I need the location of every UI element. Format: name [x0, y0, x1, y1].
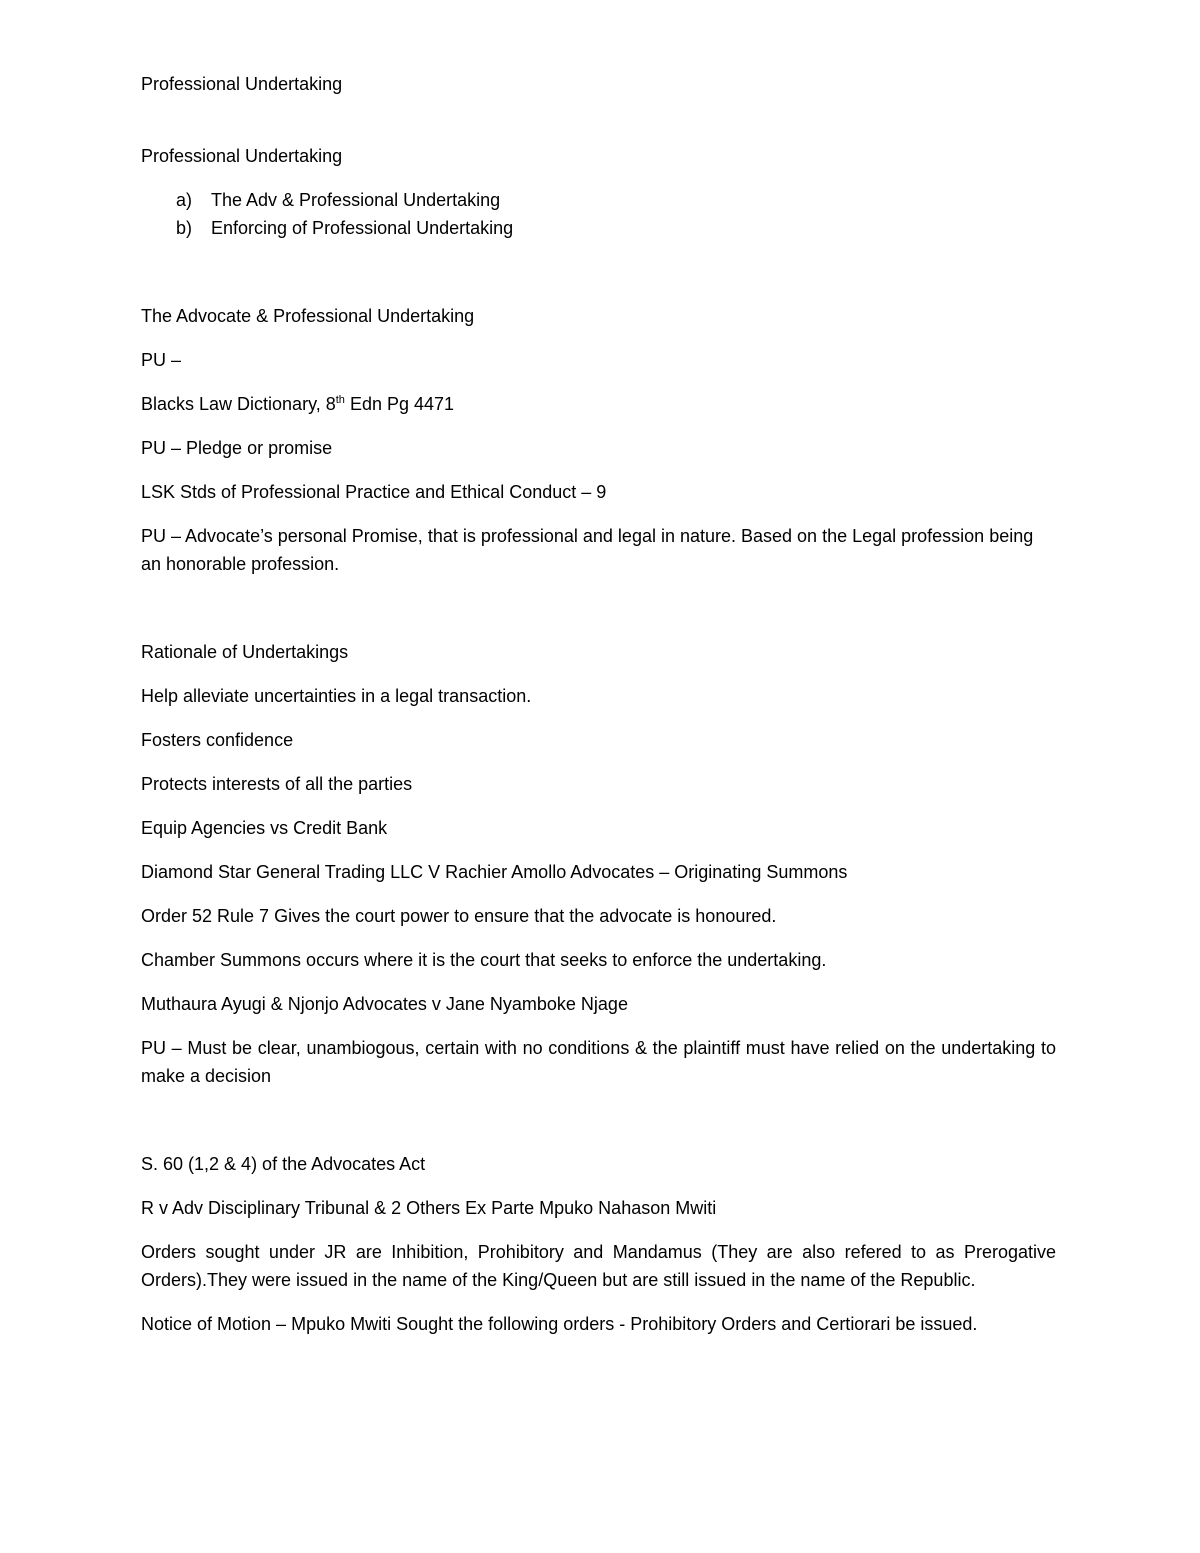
list-item-text: The Adv & Professional Undertaking: [211, 190, 501, 210]
paragraph: LSK Stds of Professional Practice and Ethical Conduct – 9: [141, 482, 607, 502]
paragraph: PU – Pledge or promise: [141, 438, 333, 458]
paragraph: Equip Agencies vs Credit Bank: [141, 818, 388, 838]
paragraph: Order 52 Rule 7 Gives the court power to ensure that the advocate is honoured.: [141, 906, 777, 926]
citation-text-end: Edn Pg 4471: [344, 394, 455, 414]
paragraph: Help alleviate uncertainties in a legal transaction.: [141, 686, 532, 706]
list-item: [141, 186, 1056, 214]
paragraph: PU – Advocate’s personal Promise, that is professional and legal in nature. Based on the Legal profession being an honorable profession.: [141, 526, 1034, 574]
paragraph: Fosters confidence: [141, 730, 294, 750]
paragraph: Notice of Motion – Mpuko Mwiti Sought the following orders - Prohibitory Orders and Certiorari be issued.: [141, 1314, 978, 1334]
paragraph: PU – Must be clear, unambiogous, certain with no conditions & the plaintiff must have relied on the undertaking to make a decision: [141, 1038, 1056, 1086]
section-title: Professional Undertaking: [141, 146, 343, 166]
paragraph: Diamond Star General Trading LLC V Rachier Amollo Advocates – Originating Summons: [141, 862, 848, 882]
section-heading: Rationale of Undertakings: [141, 642, 349, 662]
outline-list: [141, 186, 1056, 242]
paragraph: PU –: [141, 350, 182, 370]
paragraph: Protects interests of all the parties: [141, 774, 413, 794]
section-heading: The Advocate & Professional Undertaking: [141, 306, 475, 326]
document-body: [141, 70, 1056, 1354]
document-title: Professional Undertaking: [141, 74, 343, 94]
paragraph-citation: [141, 390, 1056, 418]
superscript: th: [335, 394, 345, 406]
paragraph: R v Adv Disciplinary Tribunal & 2 Others Ex Parte Mpuko Nahason Mwiti: [141, 1198, 717, 1218]
paragraph: Orders sought under JR are Inhibition, Prohibitory and Mandamus (They are also refered to as Prerogative Orders).They were issued in the name of the King/Queen but are still issued in the name of the Republic.: [141, 1242, 1056, 1290]
paragraph: Muthaura Ayugi & Njonjo Advocates v Jane Nyamboke Njage: [141, 994, 628, 1014]
list-marker: b): [176, 218, 193, 238]
citation-text: Blacks Law Dictionary, 8: [141, 394, 336, 414]
list-item: [141, 214, 1056, 242]
paragraph: Chamber Summons occurs where it is the court that seeks to enforce the undertaking.: [141, 950, 827, 970]
list-item-text: Enforcing of Professional Undertaking: [211, 218, 514, 238]
paragraph: S. 60 (1,2 & 4) of the Advocates Act: [141, 1154, 426, 1174]
list-marker: a): [176, 190, 193, 210]
